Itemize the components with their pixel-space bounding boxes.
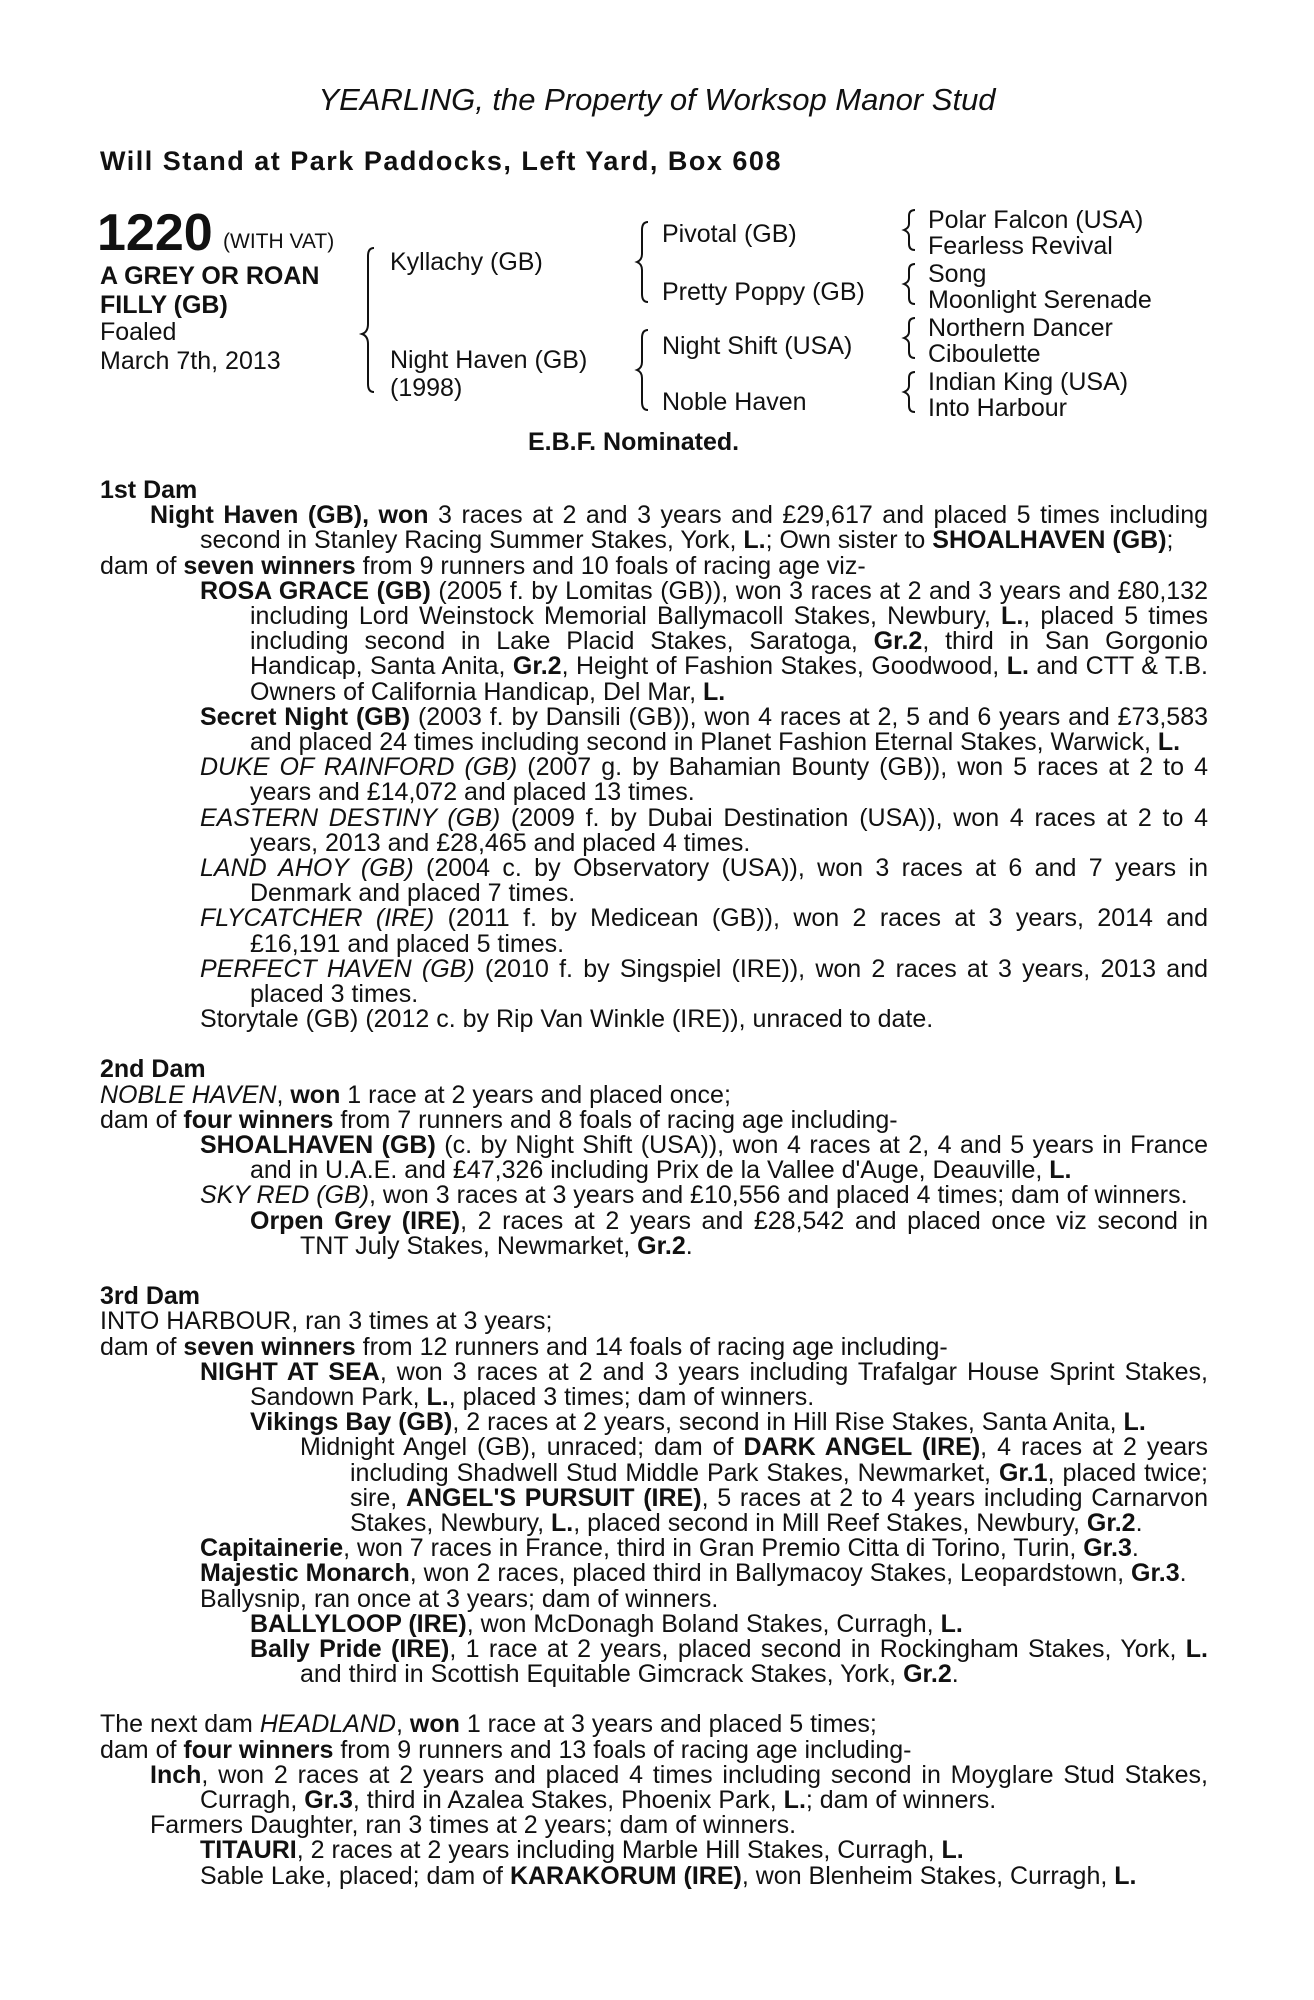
ggs-6: Ciboulette [928,340,1041,368]
produce-shoalhaven: SHOALHAVEN (GB) (c. by Night Shift (USA)), won 4 races at 2, 4 and 5 years in France and in U.A.E. and £47,326 including Prix de la Vallee d'Auge, Deauville, L. [200,1131,1208,1185]
produce-ballysnip: Ballysnip, ran once at 3 years; dam of winners. [200,1584,719,1613]
dam3-heading: 3rd Dam [100,1282,201,1311]
produce-sky-red: SKY RED (GB), won 3 races at 3 years and £10,556 and placed 4 times; dam of winners. [200,1181,1188,1210]
grandsire-1: Pivotal (GB) [662,220,797,248]
catalogue-body [100,478,1208,1889]
ggs-1: Polar Falcon (USA) [928,206,1144,234]
produce-night-at-sea: NIGHT AT SEA, won 3 races at 2 and 3 years including Trafalgar House Sprint Stakes, Sandown Park, L., placed 3 times; dam of winners. [200,1357,1208,1411]
produce-titauri: TITAURI, 2 races at 2 years including Marble Hill Stakes, Curragh, L. [200,1836,964,1865]
dam3-summary: INTO HARBOUR, ran 3 times at 3 years; [100,1307,553,1336]
ggs-brace-1 [904,210,915,250]
ggs-brace-4 [904,372,915,412]
lot-number: 1220 [97,204,213,262]
next-dam-produce-line: dam of four winners from 9 runners and 13 foals of racing age including- [100,1735,912,1764]
produce-vikings-bay: Vikings Bay (GB), 2 races at 2 years, second in Hill Rise Stakes, Santa Anita, L. [250,1408,1146,1437]
lot-desc-line2: FILLY (GB) [100,291,228,319]
dam2-summary: NOBLE HAVEN, won 1 race at 2 years and placed once; [100,1080,731,1109]
granddam-2: Noble Haven [662,388,807,416]
produce-bally-pride: Bally Pride (IRE), 1 race at 2 years, placed second in Rockingham Stakes, York, L. and third in Scottish Equitable Gimcrack Stakes, York, Gr.2. [250,1634,1208,1689]
produce-flycatcher: FLYCATCHER (IRE) (2011 f. by Medicean (GB)), won 2 races at 3 years, 2014 and £16,191 and placed 5 times. [200,904,1208,958]
gs-brace-top [637,222,648,302]
produce-midnight-angel: Midnight Angel (GB), unraced; dam of DARK ANGEL (IRE), 4 races at 2 years including Shadwell Stud Middle Park Stakes, Newmarket, Gr.1, placed twice; sire, ANGEL'S PURSUIT (IRE), 5 races at 2 to 4 years including Carnarvon Stakes, Newbury, L., placed second in Mill Reef Stakes, Newbury, Gr.2. [300,1433,1208,1537]
dam-year: (1998) [390,374,463,402]
produce-rosa-grace: ROSA GRACE (GB) (2005 f. by Lomitas (GB)), won 3 races at 2 and 3 years and £80,132 including Lord Weinstock Memorial Ballymacoll Stakes, Newbury, L., placed 5 times including second in Lake Placid Stakes, Saratoga, Gr.2, third in San Gorgonio Handicap, Santa Anita, Gr.2, Height of Fashion Stakes, Goodwood, L. and CTT & T.B. Owners of California Handicap, Del Mar, L. [200,576,1208,706]
produce-sable-lake: Sable Lake, placed; dam of KARAKORUM (IRE), won Blenheim Stakes, Curragh, L. [200,1861,1137,1890]
produce-ballyloop: BALLYLOOP (IRE), won McDonagh Boland Stakes, Curragh, L. [250,1609,963,1638]
ggs-brace-2 [904,264,915,304]
grandsire-2: Night Shift (USA) [662,332,853,360]
produce-eastern-destiny: EASTERN DESTINY (GB) (2009 f. by Dubai Destination (USA)), won 4 races at 2 to 4 years, 2013 and £28,465 and placed 4 times. [200,803,1209,857]
produce-inch: Inch, won 2 races at 2 years and placed 4 times including second in Moyglare Stud Stakes, Curragh, Gr.3, third in Azalea Stakes, Phoenix Park, L.; dam of winners. [150,1760,1208,1814]
ggs-brace-3 [904,318,915,358]
produce-majestic-monarch: Majestic Monarch, won 2 races, placed third in Ballymacoy Stakes, Leopardstown, Gr.3. [200,1559,1187,1588]
ggs-8: Into Harbour [928,394,1067,422]
ggs-3: Song [928,260,987,288]
produce-storytale: Storytale (GB) (2012 c. by Rip Van Winkle (IRE)), unraced to date. [200,1005,934,1034]
ggs-2: Fearless Revival [928,232,1113,260]
ggs-4: Moonlight Serenade [928,286,1152,314]
produce-land-ahoy: LAND AHOY (GB) (2004 c. by Observatory (USA)), won 3 races at 6 and 7 years in Denmark and placed 7 times. [200,854,1208,908]
produce-capitainerie: Capitainerie, won 7 races in France, third in Gran Premio Citta di Torino, Turin, Gr.3. [200,1534,1139,1563]
dam2-heading: 2nd Dam [100,1055,206,1084]
foaled-date: March 7th, 2013 [100,347,281,375]
gs-brace-bottom [637,330,648,410]
dam1-produce-line: dam of seven winners from 9 runners and 10 foals of racing age viz- [100,551,866,580]
sire-brace [362,248,374,392]
dam3-produce-line: dam of seven winners from 12 runners and 14 foals of racing age including- [100,1332,948,1361]
ggs-5: Northern Dancer [928,314,1113,342]
vat-note: (WITH VAT) [223,230,335,253]
produce-secret-night: Secret Night (GB) (2003 f. by Dansili (GB)), won 4 races at 2, 5 and 6 years and £73,583 and placed 24 times including second in Planet Fashion Eternal Stakes, Warwick, L. [200,702,1209,757]
ggs-7: Indian King (USA) [928,368,1129,396]
dam-name: Night Haven (GB) [390,346,588,374]
dam1-summary: Night Haven (GB), won 3 races at 2 and 3 years and £29,617 and placed 5 times including second in Stanley Racing Summer Stakes, York, L.; Own sister to SHOALHAVEN (GB); [150,501,1208,555]
page-title: YEARLING, the Property of Worksop Manor Stud [318,82,996,117]
ebf-nomination: E.B.F. Nominated. [528,428,740,456]
foaled-label: Foaled [100,318,177,346]
dam2-produce-line: dam of four winners from 7 runners and 8 foals of racing age including- [100,1105,898,1134]
granddam-1: Pretty Poppy (GB) [662,278,865,306]
lot-desc-line1: A GREY OR ROAN [100,262,320,290]
produce-farmers-daughter: Farmers Daughter, ran 3 times at 2 years; dam of winners. [150,1811,797,1840]
dam1-heading: 1st Dam [100,476,198,504]
produce-perfect-haven: PERFECT HAVEN (GB) (2010 f. by Singspiel (IRE)), won 2 races at 3 years, 2013 and placed 3 times. [200,954,1209,1009]
location-line: Will Stand at Park Paddocks, Left Yard, Box 608 [100,146,782,176]
produce-orpen-grey: Orpen Grey (IRE), 2 races at 2 years and £28,542 and placed once viz second in TNT July Stakes, Newmarket, Gr.2. [250,1206,1208,1260]
sire-name: Kyllachy (GB) [390,248,543,276]
produce-duke-of-rainford: DUKE OF RAINFORD (GB) (2007 g. by Bahamian Bounty (GB)), won 5 races at 2 to 4 years and £14,072 and placed 13 times. [200,753,1208,807]
next-dam-summary: The next dam HEADLAND, won 1 race at 3 years and placed 5 times; [100,1710,877,1739]
